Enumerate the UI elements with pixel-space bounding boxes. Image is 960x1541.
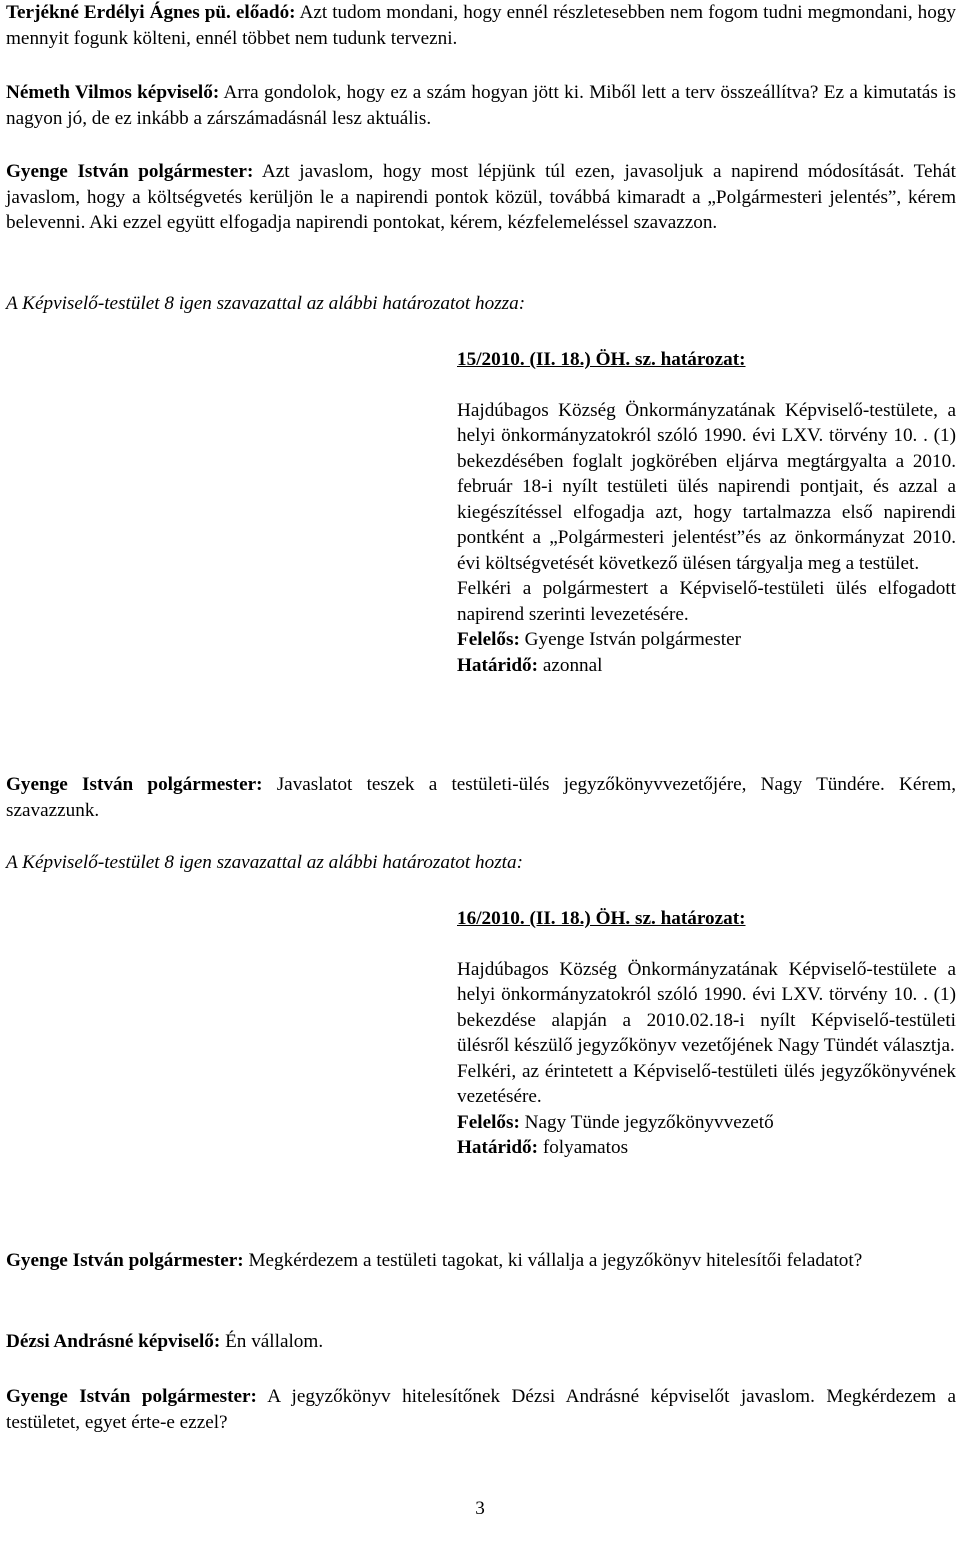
resolution-deadline: [457, 653, 956, 679]
paragraph-agnes: [6, 0, 956, 51]
resolution-16: [457, 906, 956, 1161]
speech-text: A jegyzőkönyv hitelesítőnek Dézsi Andrásné képviselőt javaslom. Megkérdezem a testületet, egyet érte-e ezzel?: [6, 1386, 957, 1433]
resolution-responsible: [457, 627, 956, 653]
deadline-value: folyamatos: [538, 1137, 629, 1158]
resolution-15: [457, 347, 956, 678]
paragraph-gyenge-4: [6, 1384, 956, 1435]
resolution-deadline: [457, 1135, 956, 1161]
vote-statement-1: A Képviselő-testület 8 igen szavazattal az alábbi határozatot hozza:: [6, 293, 526, 314]
speaker-label: Dézsi Andrásné képviselő:: [6, 1331, 221, 1352]
responsible-label: Felelős:: [457, 1111, 520, 1133]
speech-text: Megkérdezem a testületi tagokat, ki vállalja a jegyzőkönyv hitelesítői feladatot?: [243, 1250, 863, 1271]
resolution-title: 15/2010. (II. 18.) ÖH. sz. határozat:: [457, 349, 746, 370]
speech-text: Arra gondolok, hogy ez a szám hogyan jött ki. Miből lett a terv összeállítva? Ez a kimutatás is nagyon jó, de ez inkább a zárszámadásnál lesz aktuális.: [6, 82, 956, 129]
resolution-title: 16/2010. (II. 18.) ÖH. sz. határozat:: [457, 908, 746, 929]
paragraph-gyenge-2: [6, 772, 956, 823]
speaker-label: Németh Vilmos képviselő:: [6, 82, 220, 103]
resolution-body: Hajdúbagos Község Önkormányzatának Képviselő-testülete, a helyi önkormányzatokról szóló 1990. évi LXV. törvény 10. . (1) bekezdésében foglalt jogkörében eljárva megtárgyalta a 2010. február 18-i nyílt testületi ülés napirendi pontjait, és azzal a kiegészítéssel elfogadja azt, hogy tartalmazza első napirendi pontként a „Polgármesteri jelentést”és az önkormányzat 2010. évi költségvetését következő ülésen tárgyalja meg a testület.: [457, 399, 956, 574]
page-number: 3: [475, 1498, 485, 1519]
responsible-value: Nagy Tünde jegyzőkönyvvezető: [519, 1111, 774, 1133]
speech-text: Én vállalom.: [220, 1331, 324, 1352]
speech-text: Azt javaslom, hogy most lépjünk túl ezen, javasoljuk a napirend módosítását. Tehát javaslom, hogy a költségvetés kerüljön le a napirendi pontok közül, továbbá kimaradt a „Polgármesteri jelentés”, kérem belevenni. Aki ezzel együtt elfogadja napirendi pontokat, kérem, kézfelemeléssel szavazzon.: [6, 161, 957, 233]
paragraph-gyenge-1: [6, 159, 956, 236]
speaker-label: Gyenge István polgármester:: [6, 1386, 257, 1407]
deadline-label: Határidő:: [457, 1137, 539, 1158]
responsible-label: Felelős:: [457, 629, 520, 650]
paragraph-gyenge-3: [6, 1248, 956, 1274]
speech-text: Azt tudom mondani, hogy ennél részletesebben nem fogom tudni megmondani, hogy mennyit fogunk költeni, ennél többet nem tudunk tervezni.: [6, 2, 956, 49]
resolution-body-2: Felkéri a polgármestert a Képviselő-testületi ülés elfogadott napirend szerinti levezetésére.: [457, 578, 956, 625]
resolution-body: Hajdúbagos Község Önkormányzatának Képviselő-testülete a helyi önkormányzatokról szóló 1990. évi LXV. törvény 10. . (1) bekezdése alapján a 2010.02.18-i nyílt Képviselő-testületi ülésről készülő jegyzőkönyv vezetőjének Nagy Tündét választja.: [457, 958, 956, 1056]
deadline-value: azonnal: [538, 654, 603, 676]
paragraph-nemeth: [6, 80, 956, 131]
resolution-responsible: [457, 1110, 956, 1136]
deadline-label: Határidő:: [457, 654, 539, 676]
speaker-label: Gyenge István polgármester:: [6, 161, 254, 182]
responsible-value: Gyenge István polgármester: [519, 629, 741, 650]
resolution-body-2: Felkéri, az érintetett a Képviselő-testületi ülés jegyzőkönyvének vezetésére.: [457, 1060, 956, 1107]
speaker-label: Gyenge István polgármester:: [6, 1250, 244, 1271]
paragraph-dezsi: [6, 1329, 956, 1355]
speaker-label: Terjékné Erdélyi Ágnes pü. előadó:: [6, 2, 296, 23]
speech-text: Javaslatot teszek a testületi-ülés jegyzőkönyvvezetőjére, Nagy Tündére. Kérem, szavazzunk.: [6, 774, 956, 821]
speaker-label: Gyenge István polgármester:: [6, 774, 263, 795]
vote-statement-2: A Képviselő-testület 8 igen szavazattal az alábbi határozatot hozta:: [6, 852, 523, 873]
